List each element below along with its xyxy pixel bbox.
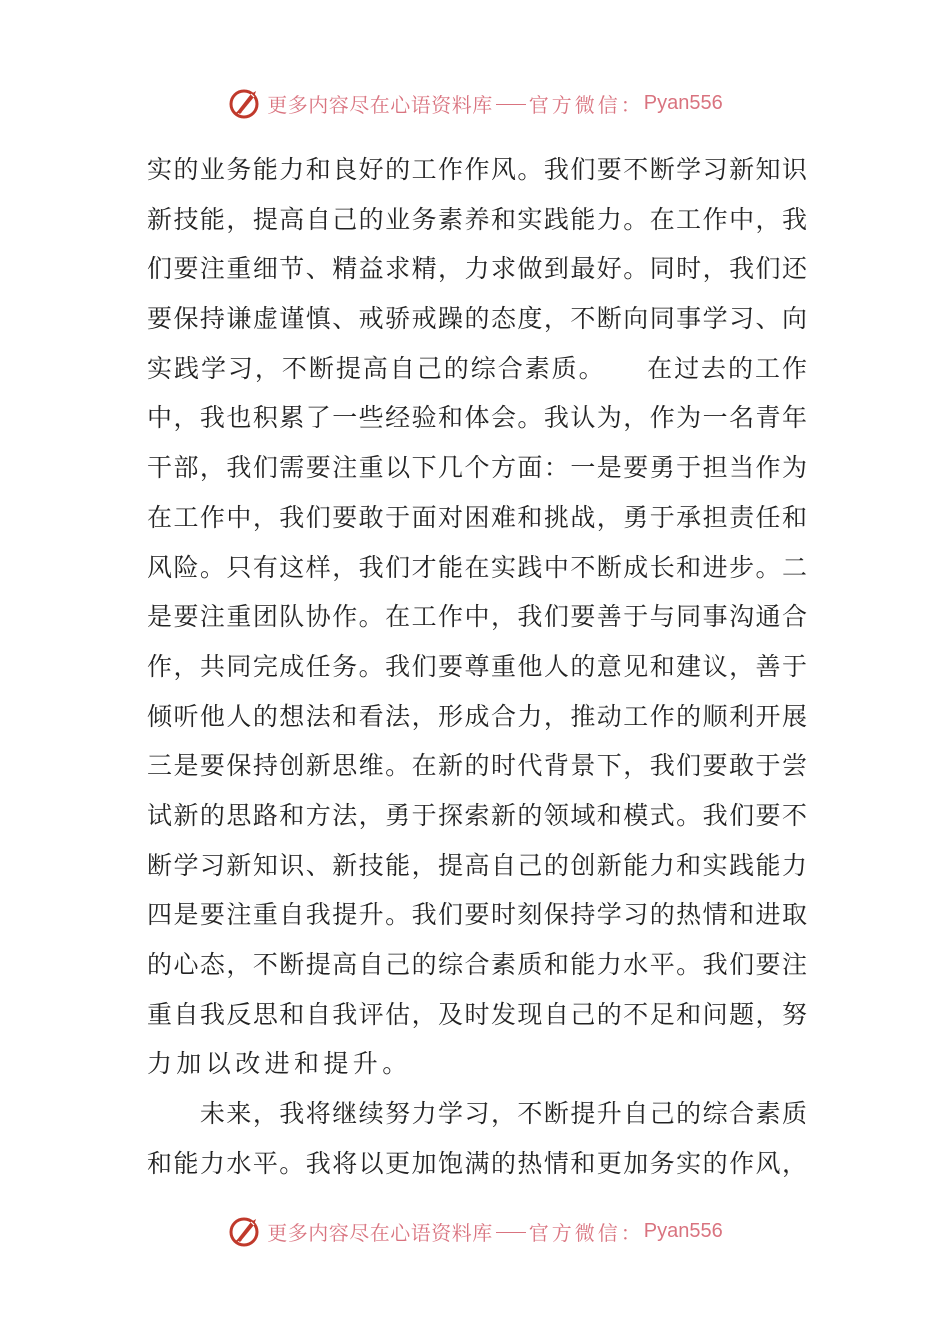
banner-wechat-label: 官方微信： bbox=[528, 92, 644, 117]
text-line: 是要注重团队协作。在工作中，我们要善于与同事沟通合 bbox=[147, 602, 807, 632]
header-banner bbox=[0, 83, 950, 123]
text-line-paragraph-end: 力加以改进和提升。 bbox=[147, 1049, 412, 1079]
banner-dash bbox=[496, 104, 526, 105]
footer-banner bbox=[0, 1211, 950, 1251]
text-line: 实的业务能力和良好的工作作风。我们要不断学习新知识 bbox=[147, 155, 807, 184]
banner-dash bbox=[496, 1232, 526, 1233]
text-line: 作，共同完成任务。我们要尊重他人的意见和建议，善于 bbox=[147, 651, 807, 681]
text-line: 要保持谦虚谨慎、戒骄戒躁的态度，不断向同事学习、向 bbox=[147, 304, 807, 334]
text-line: 新技能，提高自己的业务素养和实践能力。在工作中，我 bbox=[147, 204, 807, 234]
text-line: 四是要注重自我提升。我们要时刻保持学习的热情和进取 bbox=[147, 900, 807, 930]
text-line: 和能力水平。我将以更加饱满的热情和更加务实的作风， bbox=[147, 1148, 807, 1178]
text-line-paragraph-start: 未来，我将继续努力学习，不断提升自己的综合素质 bbox=[147, 1099, 807, 1129]
text-line: 三是要保持创新思维。在新的时代背景下，我们要敢于尝 bbox=[147, 751, 807, 781]
banner-brand-text: 更多内容尽在心语资料库 bbox=[267, 1220, 493, 1245]
text-line: 干部，我们需要注重以下几个方面：一是要勇于担当作为 bbox=[147, 453, 807, 483]
text-line: 实践学习，不断提高自己的综合素质。 在过去的工作 bbox=[147, 353, 807, 383]
banner-wechat-id: Pyan556 bbox=[643, 91, 723, 114]
banner-wechat-label: 官方微信： bbox=[528, 1220, 644, 1245]
text-line: 重自我反思和自我评估，及时发现自己的不足和问题，努 bbox=[147, 999, 807, 1029]
banner-brand-text: 更多内容尽在心语资料库 bbox=[267, 92, 493, 117]
body-text bbox=[147, 145, 807, 1188]
pen-circle-logo-icon bbox=[227, 1213, 263, 1249]
text-line: 们要注重细节、精益求精，力求做到最好。同时，我们还 bbox=[147, 254, 807, 284]
text-line: 断学习新知识、新技能，提高自己的创新能力和实践能力 bbox=[147, 850, 807, 880]
pen-circle-logo-icon bbox=[227, 85, 263, 121]
text-line: 中，我也积累了一些经验和体会。我认为，作为一名青年 bbox=[147, 403, 807, 433]
text-line: 的心态，不断提高自己的综合素质和能力水平。我们要注 bbox=[147, 950, 807, 979]
text-line: 风险。只有这样，我们才能在实践中不断成长和进步。二 bbox=[147, 552, 807, 582]
text-line: 倾听他人的想法和看法，形成合力，推动工作的顺利开展 bbox=[147, 701, 807, 731]
banner-wechat-id: Pyan556 bbox=[643, 1219, 723, 1242]
text-line: 试新的思路和方法，勇于探索新的领域和模式。我们要不 bbox=[147, 800, 807, 830]
text-line: 在工作中，我们要敢于面对困难和挑战，勇于承担责任和 bbox=[147, 502, 807, 532]
